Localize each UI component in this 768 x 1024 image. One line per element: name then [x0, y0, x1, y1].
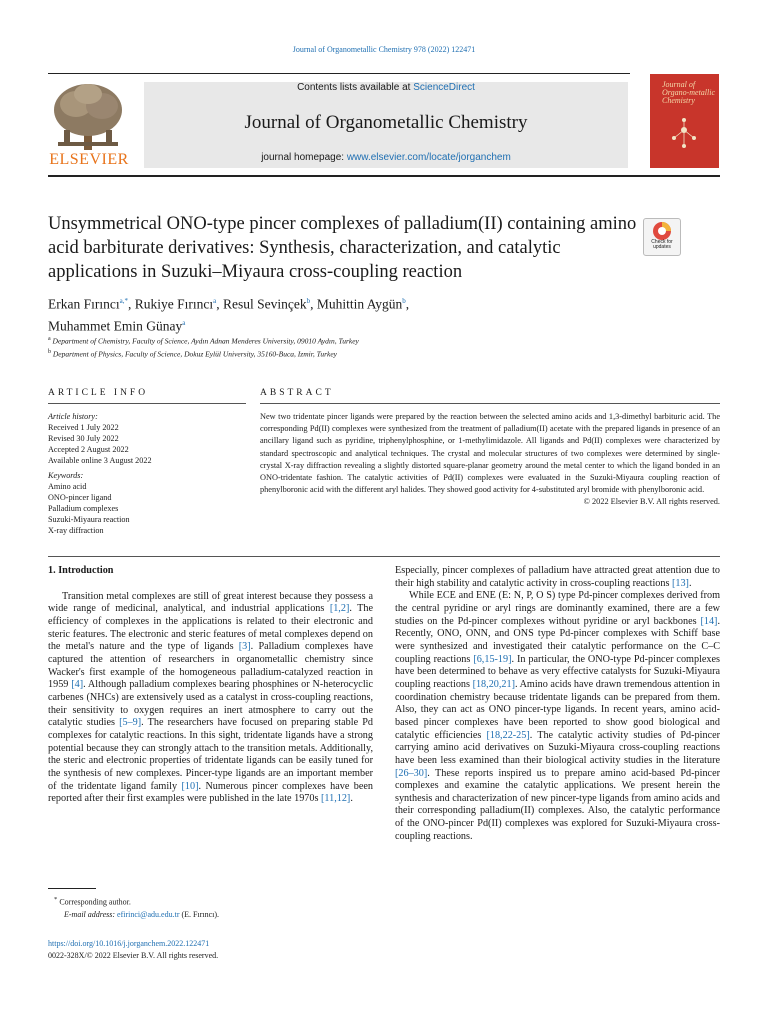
journal-title: Journal of Organometallic Chemistry — [244, 112, 528, 133]
article-info-heading: ARTICLE INFO — [48, 388, 149, 398]
body-column-left — [48, 565, 373, 806]
author-name[interactable]: Muhittin Aygün — [316, 296, 403, 312]
author-affiliation-mark[interactable]: a — [182, 318, 186, 327]
history-label: Article history: — [48, 412, 98, 421]
body-text: . Palladium complexes have captured the attention of researchers in organometallic chemistry since Wacker's first example of the homogeneous palladium-catalyzed reaction in 1959 — [48, 641, 374, 691]
keyword-item: X-ray diffraction — [48, 526, 104, 535]
section-rule — [48, 556, 720, 557]
author-affiliation-mark[interactable]: b — [402, 297, 406, 305]
keyword-item: Palladium complexes — [48, 504, 119, 513]
history-item: Available online 3 August 2022 — [48, 456, 152, 465]
citation-link[interactable]: [18,20,21] — [472, 678, 516, 690]
check-for-updates-button[interactable] — [643, 218, 681, 256]
body-text: . In particular, the ONO-type Pd-pincer complexes have been determined to behave as very effective catalysts for Suzuki-Miyaura coupling reactions — [395, 653, 720, 690]
affiliation-mark: a — [48, 336, 51, 342]
email-suffix: (E. Fırıncı). — [179, 909, 220, 919]
intro-paragraph-1 — [48, 591, 373, 806]
intro-paragraph-continued — [395, 565, 720, 590]
body-text: . Numerous pincer complexes have been reported after their first examples were published in the late 1970s — [48, 780, 373, 805]
author-name[interactable]: Resul Sevinçek — [222, 296, 307, 312]
intro-paragraph-2 — [395, 590, 720, 843]
body-text: . The catalytic activity studies of Pd-pincer carrying amino acid derivatives on Suzuki-Miyaura cross-coupling reactions have been less examined than their biological activity studies in the literature — [395, 729, 720, 766]
homepage-line — [144, 152, 628, 163]
body-column-right — [395, 565, 720, 843]
affiliation-text: Department of Physics, Faculty of Science, Dokuz Eylül University, 35160-Buca, Izmir, Turkey — [52, 349, 337, 358]
author-name[interactable]: Erkan Fırıncı — [48, 296, 120, 312]
issn-line: 0022-328X/© 2022 Elsevier B.V. All rights reserved. — [48, 951, 219, 960]
footnote-star: * — [54, 896, 58, 903]
homepage-prefix: journal homepage: — [261, 152, 347, 163]
history-item: Accepted 2 August 2022 — [48, 445, 129, 454]
history-item: Revised 30 July 2022 — [48, 434, 119, 443]
header-rule-top — [48, 73, 630, 74]
keyword-item: Amino acid — [48, 482, 87, 491]
body-text: . Although palladium complexes bearing phosphines or N-heterocyclic carbenes (NHCs) are extensively used as a catalyst in cross-coupling reactions, their sensitivity to oxygen requires an inert atmosphere to carry out the catalytic studies — [48, 679, 373, 729]
footnote-rule — [48, 888, 96, 889]
check-for-updates-label: Check for updates — [651, 239, 673, 250]
citation-link[interactable]: [1,2] — [329, 603, 350, 615]
citation-link[interactable]: [5–9] — [119, 717, 142, 729]
body-text: . Amino acids have drawn tremendous attention in coordination chemistry because tridentate ligands can be prepared from them. Also, they can act as ONO pincer-type ligands. In recent years, amino acid-based pincer complexes have been reported to show good biological and catalytic efficiencies — [395, 678, 720, 741]
body-text: While ECE and ENE (E: N, P, O S) type Pd-pincer complexes derived from the central pyridine or aryl rings are dominantly examined, there are a few studies on the Pd-pincer complexes without pyridine or aryl backbones — [395, 590, 720, 627]
abstract-heading: ABSTRACT — [260, 388, 334, 398]
journal-homepage-link[interactable]: www.elsevier.com/locate/jorganchem — [346, 152, 511, 163]
abstract-text: New two tridentate pincer ligands were prepared by the reaction between the selected amino acids and 1,3-dimethyl barbituric acid. The corresponding Pd(II) complexes were synthesized from the treatment of palladium(II) acetate with the prepared ligands in presence of an ancillary ligand such as pyridine, triphenylphosphine, or 1-methylimidazole. All ligands and Pd(II) complexes were characterized by standard spectroscopic and analytical techniques. The crystal and molecular structures of two complexes were determined by single-crystal X-ray diffraction revealing a slightly distorted square-planar geometry around the metal center to which the ligand bonded in an ONO-tridentate fashion. The catalytic activities of Pd(II) complexes were evaluated in the Suzuki-Miyaura coupling reaction of phenylboronic acid with the different aryl halides. They showed good activity for 4-substituted aryl bromide with phenylboronic acid. — [260, 412, 720, 495]
footnote-email-line — [48, 909, 373, 921]
author-affiliation-mark[interactable]: a,* — [119, 297, 128, 305]
keyword-item: Suzuki-Miyaura reaction — [48, 515, 130, 524]
affiliation-text: Department of Chemistry, Faculty of Science, Aydın Adnan Menderes University, 09010 Aydın, Turkey — [52, 336, 359, 346]
citation-link[interactable]: [3] — [238, 641, 251, 653]
affiliations — [48, 334, 688, 359]
abstract — [260, 411, 720, 509]
abstract-copyright: © 2022 Elsevier B.V. All rights reserved. — [583, 497, 720, 507]
doi-block — [48, 938, 448, 962]
keywords-label: Keywords: — [48, 471, 84, 480]
corresponding-author-footnote — [48, 894, 373, 921]
author-email-link[interactable]: efirinci@adu.edu.tr — [117, 909, 180, 919]
keyword-item: ONO-pincer ligand — [48, 493, 112, 502]
email-label: E-mail address: — [64, 909, 118, 919]
affiliation-item — [48, 347, 688, 360]
contents-line — [144, 82, 628, 93]
citation-link[interactable]: [6,15-19] — [473, 653, 512, 665]
affiliation-mark: b — [48, 348, 51, 355]
journal-citation-link[interactable]: Journal of Organometallic Chemistry 978 (2022) 122471 — [292, 45, 476, 54]
body-text: . These reports inspired us to prepare amino acid-based Pd-pincer complexes and examine the catalytic applications. We present herein the synthesis and characterization of new pincer-type ligands from amino acids and their corresponding palladium(II) complexes. Also, the catalytic performance of the ONO-pincer Pd(II) complexes was explored for Suzuki-Miyaura cross-coupling reactions. — [395, 767, 720, 842]
author-name[interactable]: Rukiye Fırıncı — [134, 296, 214, 312]
article-title: Unsymmetrical ONO-type pincer complexes of palladium(II) containing amino acid barbiturate derivatives: Synthesis, characterization, and catalytic applications in Suzuki–Miyaura cross-coupling reaction — [48, 214, 637, 282]
abstract-rule — [260, 403, 720, 404]
author-list: Erkan Fırıncı$^{a,*}$, Rukiye Fırıncı$^a$, Resul Sevinçek$^b$, Muhittin Aygün$^b$, Muhammet Emin Günay$^a$ — [48, 296, 410, 333]
citation-link[interactable]: [13] — [671, 577, 689, 589]
sciencedirect-link[interactable]: ScienceDirect — [413, 82, 475, 93]
citation-link[interactable]: [10] — [181, 780, 199, 792]
footnote-corresponding: Corresponding author. — [59, 897, 131, 907]
body-text: Especially, pincer complexes of palladium have attracted great attention due to their high stability and catalytic activity in cross-coupling reactions — [395, 565, 720, 589]
author-name[interactable]: Muhammet Emin Günay — [48, 318, 183, 333]
author-affiliation-mark[interactable]: a — [213, 297, 217, 305]
body-text: Transition metal complexes are still of great interest because they possess a wide range of medicinal, analytical, and industrial applications — [48, 590, 373, 615]
citation-link[interactable]: [11,12] — [321, 793, 351, 805]
body-text: . The researchers have focused on preparing stable Pd complexes for catalytic reactions. In this sight, tridentate ligands have a strong potential because they can strongly attach to the transition metals. Additionally, the steric and electronic properties of tridentate ligands can be easily tuned for the synthesis of new complexes. Pincer-type ligands are an important member of the tridentate ligand family — [48, 717, 373, 792]
elsevier-wordmark: ELSEVIER — [49, 151, 129, 168]
article-info-rule — [48, 403, 246, 404]
history-item: Received 1 July 2022 — [48, 423, 119, 432]
citation-link[interactable]: [18,22-25] — [486, 729, 530, 741]
footnote-line — [48, 894, 373, 909]
body-text: . — [688, 577, 692, 589]
citation-link[interactable]: [26–30] — [395, 767, 428, 779]
body-text: . The efficiency of complexes in the applications is related to their electronic and steric features. The electronic and steric features of metal complexes depend on the metal's nature and the type of ligands — [48, 603, 373, 653]
body-text: . Recently, ONO, ONN, and ONS type Pd-pincer complexes with Schiff base were synthesized and investigated their catalytic performance on the C–C coupling reactions — [395, 615, 720, 665]
author-affiliation-mark[interactable]: b — [306, 297, 311, 305]
citation-link[interactable]: [14] — [700, 615, 718, 627]
affiliation-item — [48, 334, 688, 347]
contents-prefix: Contents lists available at — [297, 82, 414, 93]
doi-link[interactable]: https://doi.org/10.1016/j.jorganchem.2022.122471 — [48, 939, 210, 948]
cover-title: Journal of Organo-metallic Chemistry — [662, 80, 716, 105]
body-text: . — [350, 793, 353, 805]
article-info — [48, 411, 246, 536]
header-rule-bottom — [48, 175, 720, 177]
section-heading: 1. Introduction — [48, 565, 114, 576]
citation-link[interactable]: [4] — [71, 679, 84, 691]
